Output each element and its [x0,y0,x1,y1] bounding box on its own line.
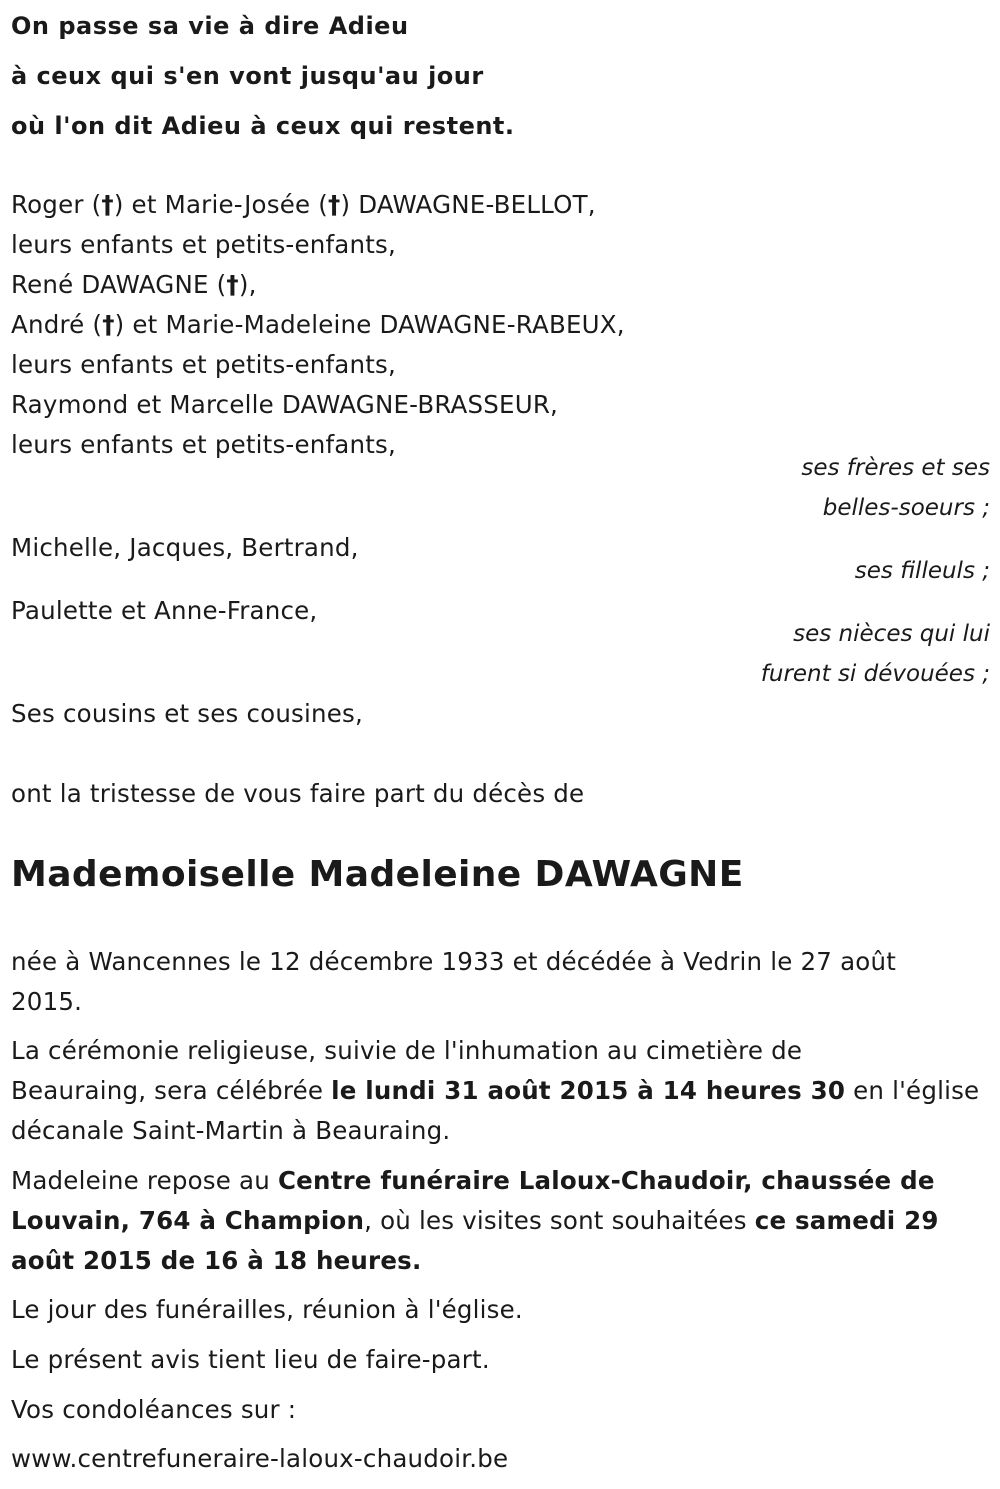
family-line-children-1: leurs enfants et petits-enfants, [11,230,397,259]
rest-line-2: Louvain, 764 à Champion, où les visites sont souhaitées ce samedi 29 [11,1206,939,1235]
epigraph-line-2: à ceux qui s'en vont jusqu'au jour [11,62,484,90]
birth-line-2: 2015. [11,987,83,1016]
condolences-label: Vos condoléances sur : [11,1395,297,1424]
epigraph-line-3: où l'on dit Adieu à ceux qui restent. [11,112,515,140]
godchildren-note: ses filleuls ; [854,558,990,584]
ceremony-line-1: La cérémonie religieuse, suivie de l'inhumation au cimetière de [11,1036,803,1065]
siblings-note-line-1: ses frères et ses [801,455,990,481]
birth-line-1: née à Wancennes le 12 décembre 1933 et décédée à Vedrin le 27 août [11,947,897,976]
notice-line: Le présent avis tient lieu de faire-part. [11,1345,490,1374]
ceremony-line-2: Beauraing, sera célébrée le lundi 31 août 2015 à 14 heures 30 en l'église [11,1076,980,1105]
family-line-children-2: leurs enfants et petits-enfants, [11,350,397,379]
ceremony-date: le lundi 31 août 2015 à 14 heures 30 [331,1076,846,1105]
cross-icon: † [102,310,115,339]
rest-line-3: août 2015 de 16 à 18 heures. [11,1246,422,1275]
gathering-line: Le jour des funérailles, réunion à l'église. [11,1295,523,1324]
ceremony-line-3: décanale Saint-Martin à Beauraing. [11,1116,451,1145]
nieces-note-line-2: furent si dévouées ; [760,661,990,687]
cousins-line: Ses cousins et ses cousines, [11,699,363,728]
family-line-children-3: leurs enfants et petits-enfants, [11,430,397,459]
siblings-note-line-2: belles-soeurs ; [822,495,990,521]
deceased-name: Mademoiselle Madeleine DAWAGNE [11,854,744,895]
family-line-andre: André (†) et Marie-Madeleine DAWAGNE-RABEUX, [11,310,625,339]
godchildren-line: Michelle, Jacques, Bertrand, [11,533,359,562]
nieces-note-line-1: ses nièces qui lui [793,621,990,647]
cross-icon: † [226,270,239,299]
nieces-line: Paulette et Anne-France, [11,596,318,625]
family-line-roger: Roger (†) et Marie-Josée (†) DAWAGNE-BELLOT, [11,190,596,219]
visit-date: ce samedi 29 [754,1206,939,1235]
funeral-center: Centre funéraire Laloux-Chaudoir, chaussée de [277,1166,935,1195]
announcement-line: ont la tristesse de vous faire part du décès de [11,779,585,808]
family-line-rene: René DAWAGNE (†), [11,270,257,299]
family-line-raymond: Raymond et Marcelle DAWAGNE-BRASSEUR, [11,390,559,419]
epigraph-line-1: On passe sa vie à dire Adieu [11,12,409,40]
rest-line-1: Madeleine repose au Centre funéraire Laloux-Chaudoir, chaussée de [11,1166,935,1195]
cross-icon: † [328,190,341,219]
website-link[interactable]: www.centrefuneraire-laloux-chaudoir.be [11,1444,509,1473]
cross-icon: † [101,190,114,219]
